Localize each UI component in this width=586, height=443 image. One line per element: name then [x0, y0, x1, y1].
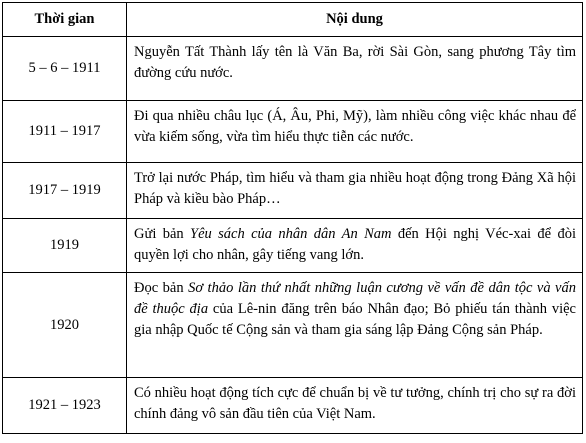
content-text: Đi qua nhiều châu lục (Á, Âu, Phi, Mỹ), làm nhiều công việc khác nhau để vừa kiếm sống, vừa tìm hiểu thực tiễn các nước. — [134, 108, 576, 145]
row-content — [127, 37, 583, 101]
content-text: đến Hội nghị Véc-xai để đòi quyền lợi cho nhân, gây tiếng vang lớn. — [134, 226, 576, 263]
content-text: Gửi bản — [134, 226, 191, 242]
row-date: 1921 – 1923 — [3, 378, 127, 434]
row-date: 1919 — [3, 219, 127, 273]
content-text: của Lê-nin đăng trên báo Nhân đạo; Bỏ phiếu tán thành việc gia nhập Quốc tế Cộng sản và tham gia sáng lập Đảng Cộng sản Pháp. — [134, 301, 576, 338]
table-row — [3, 273, 583, 378]
table-row — [3, 219, 583, 273]
row-date: 5 – 6 – 1911 — [3, 37, 127, 101]
header-time: Thời gian — [3, 3, 127, 37]
row-content — [127, 273, 583, 378]
content-text: Có nhiều hoạt động tích cực để chuẩn bị về tư tưởng, chính trị cho sự ra đời chính đảng vô sản đầu tiên của Việt Nam. — [134, 385, 576, 422]
row-date: 1920 — [3, 273, 127, 378]
row-content — [127, 163, 583, 219]
content-text: Nguyễn Tất Thành lấy tên là Văn Ba, rời Sài Gòn, sang phương Tây tìm đường cứu nước. — [134, 44, 576, 81]
header-row — [3, 3, 583, 37]
table-row — [3, 378, 583, 434]
document-title-italic: Sơ thảo lần thứ nhất những luận cương về vấn đề dân tộc và vấn đề thuộc địa — [134, 280, 576, 317]
row-date: 1917 – 1919 — [3, 163, 127, 219]
table-row — [3, 37, 583, 101]
row-content — [127, 378, 583, 434]
header-content: Nội dung — [127, 3, 583, 37]
timeline-table — [2, 2, 583, 434]
row-content — [127, 219, 583, 273]
row-date: 1911 – 1917 — [3, 101, 127, 163]
table-row — [3, 163, 583, 219]
document-title-italic: Yêu sách của nhân dân An Nam — [190, 226, 392, 242]
table-row — [3, 101, 583, 163]
content-text: Đọc bản — [134, 280, 189, 296]
content-text: Trở lại nước Pháp, tìm hiểu và tham gia nhiều hoạt động trong Đảng Xã hội Pháp và kiều bào Pháp… — [134, 170, 576, 207]
row-content — [127, 101, 583, 163]
